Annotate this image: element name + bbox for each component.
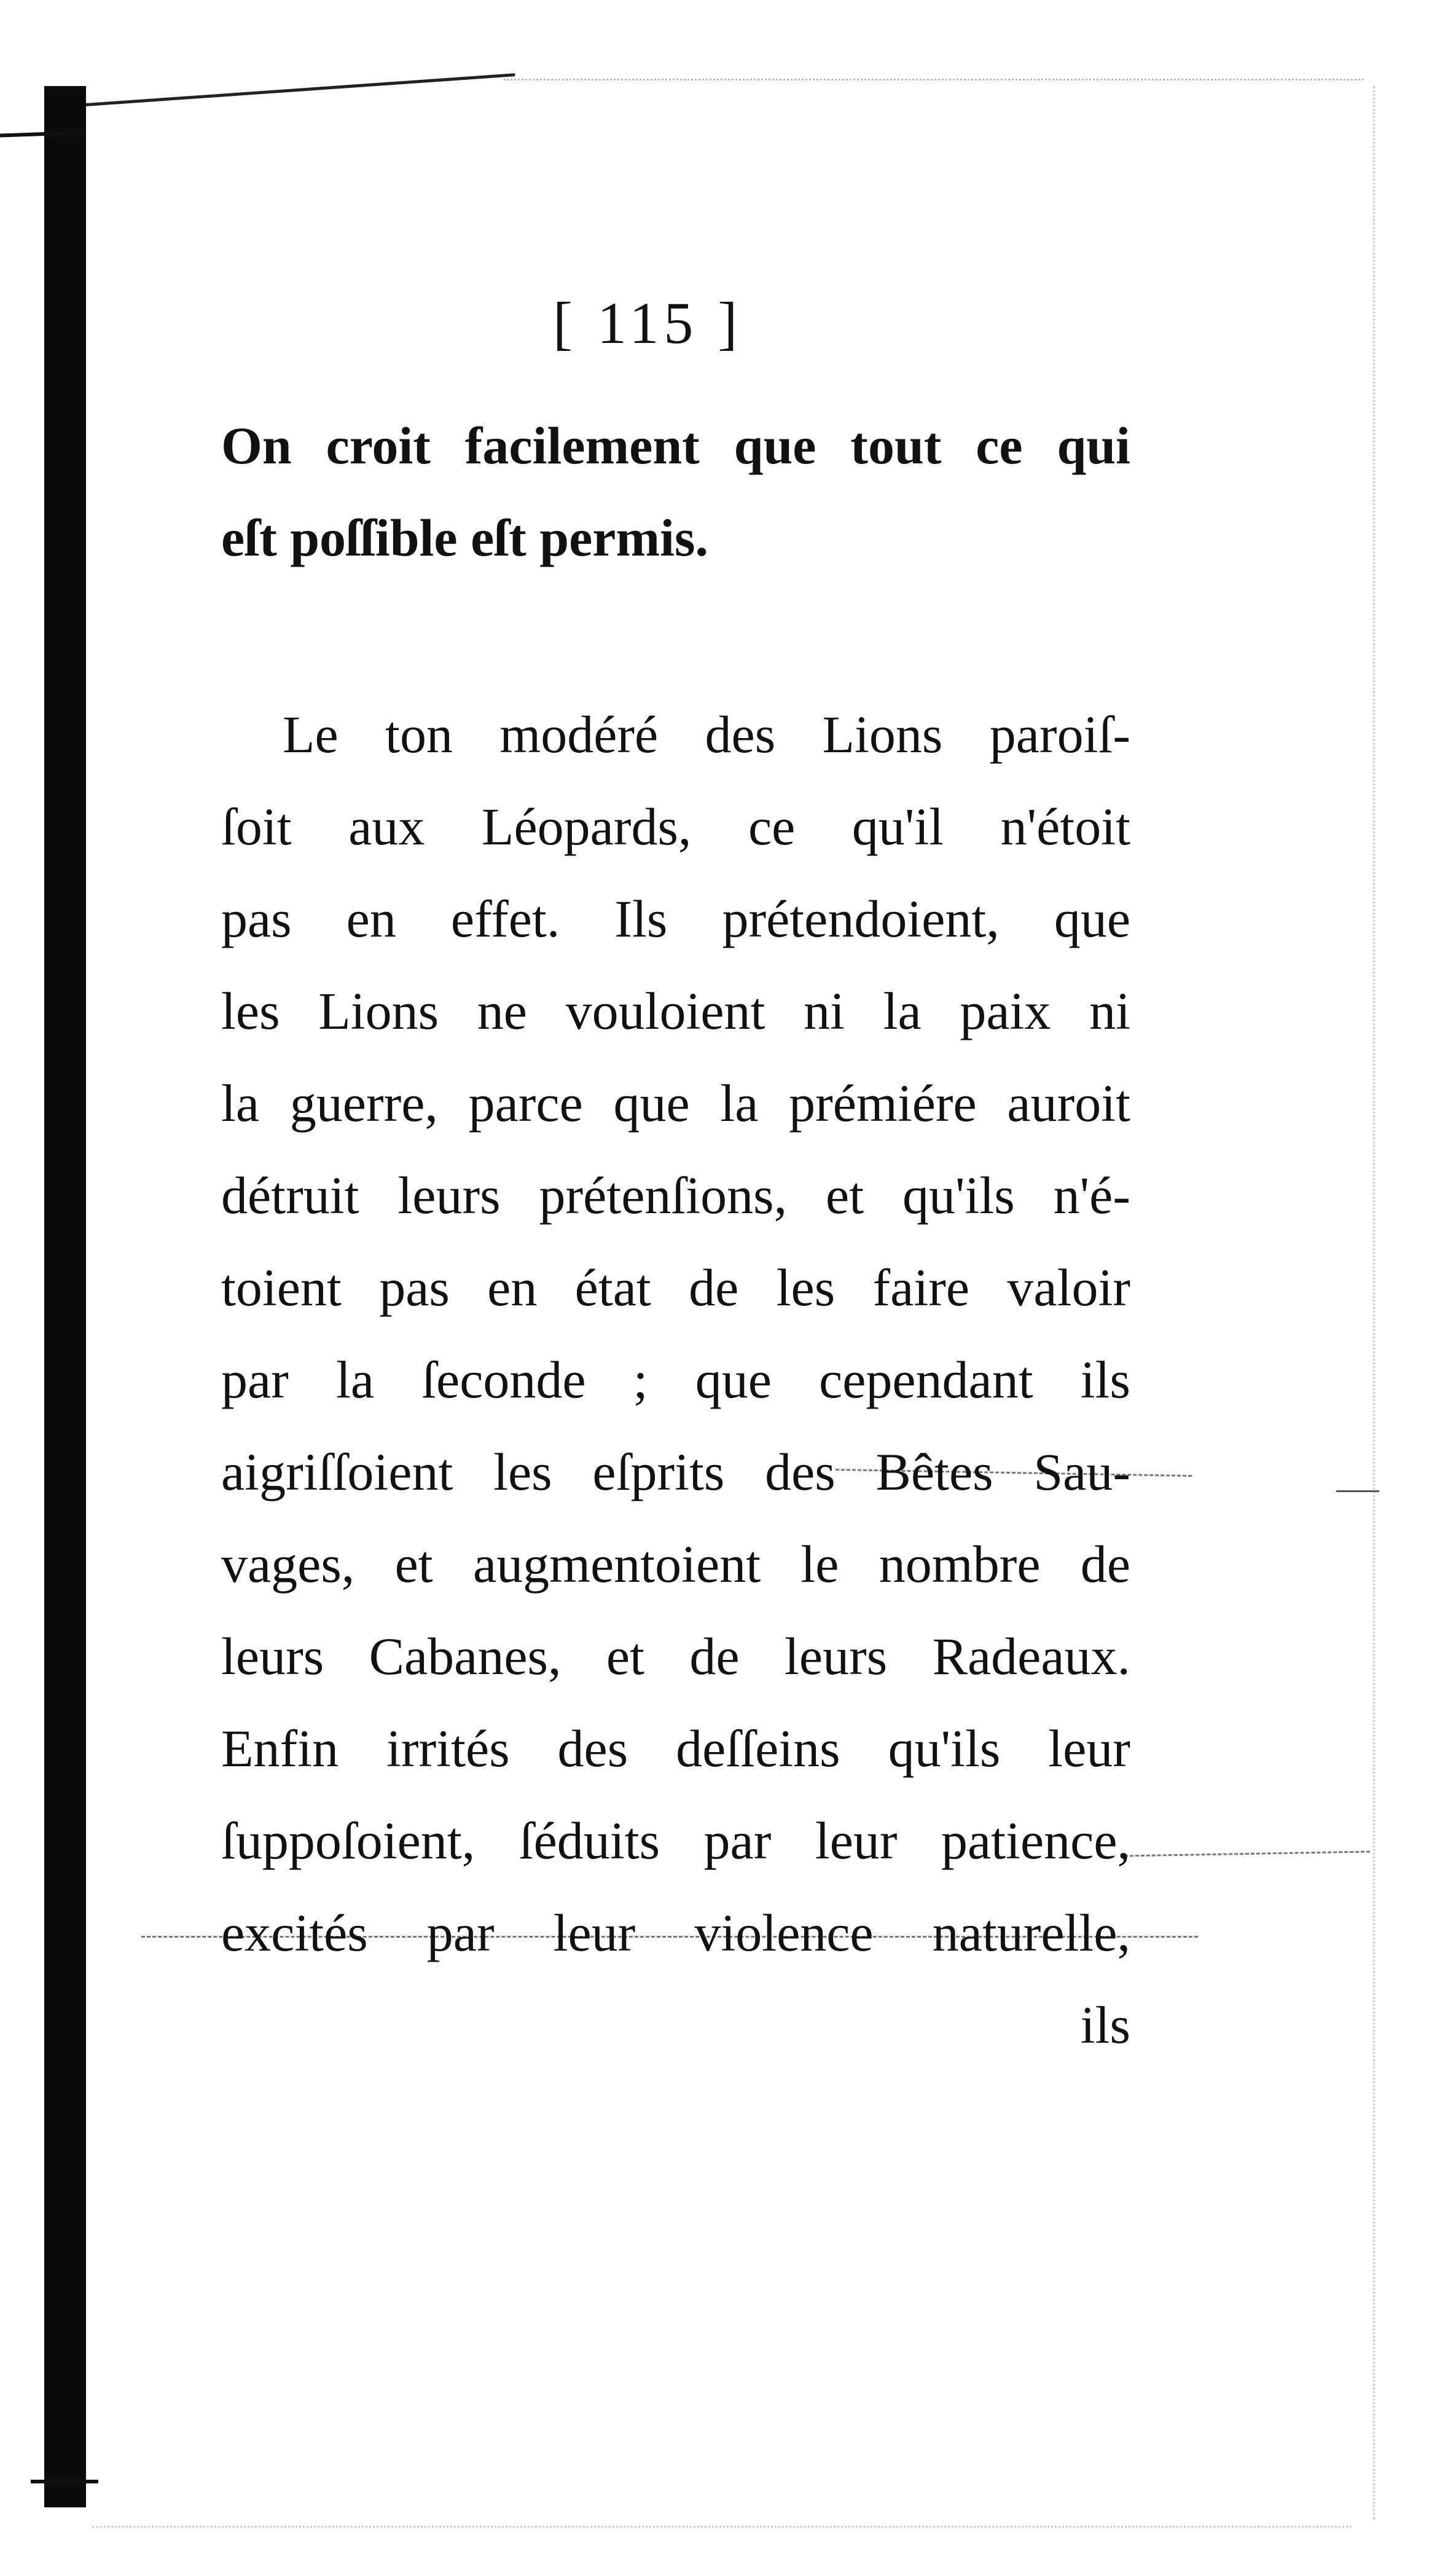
maxim-block [221, 399, 1130, 584]
paragraph-line: Le ton modéré des Lions paroiſ- [283, 705, 1130, 764]
catchword: ils [1080, 1995, 1130, 2054]
page-edge-top [504, 79, 1364, 81]
maxim-line: On croit facilement que tout ce qui [221, 416, 1130, 475]
paragraph-line: vages, et augmentoient le nombre de [221, 1535, 1130, 1594]
page-edge-line [86, 73, 515, 106]
paragraph-line: ſoit aux Léopards, ce qu'il n'étoit [221, 797, 1130, 856]
page-edge-bottom [92, 2526, 1352, 2528]
paragraph-line: Enfin irrités des deſſeins qu'ils leur [221, 1719, 1130, 1778]
binding-shadow [44, 86, 86, 2507]
paragraph-line: toient pas en état de les faire valoir [221, 1258, 1130, 1317]
page-number: [ 115 ] [553, 290, 743, 356]
maxim-line: eſt poſſible eſt permis. [221, 508, 708, 567]
paragraph-line: leurs Cabanes, et de leurs Radeaux. [221, 1627, 1130, 1686]
paragraph-line: excités par leur violence naturelle, [221, 1903, 1130, 1962]
scan-artifact [1336, 1490, 1379, 1492]
paragraph-line: ſuppoſoient, ſéduits par leur patience, [221, 1811, 1130, 1870]
binding-mark-bottom [31, 2480, 98, 2483]
paragraph-line: aigriſſoient les eſprits des Bêtes Sau- [221, 1442, 1130, 1501]
body-paragraph [221, 688, 1130, 2071]
paragraph-line: pas en effet. Ils prétendoient, que [221, 889, 1130, 948]
paragraph-line: la guerre, parce que la prémiére auroit [221, 1074, 1130, 1133]
paragraph-line: les Lions ne vouloient ni la paix ni [221, 981, 1130, 1040]
paragraph-line: par la ſeconde ; que cependant ils [221, 1350, 1130, 1409]
paragraph-line: détruit leurs prétenſions, et qu'ils n'é- [221, 1166, 1130, 1225]
page-edge-right [1373, 86, 1375, 2520]
scan-artifact [1124, 1851, 1370, 1857]
